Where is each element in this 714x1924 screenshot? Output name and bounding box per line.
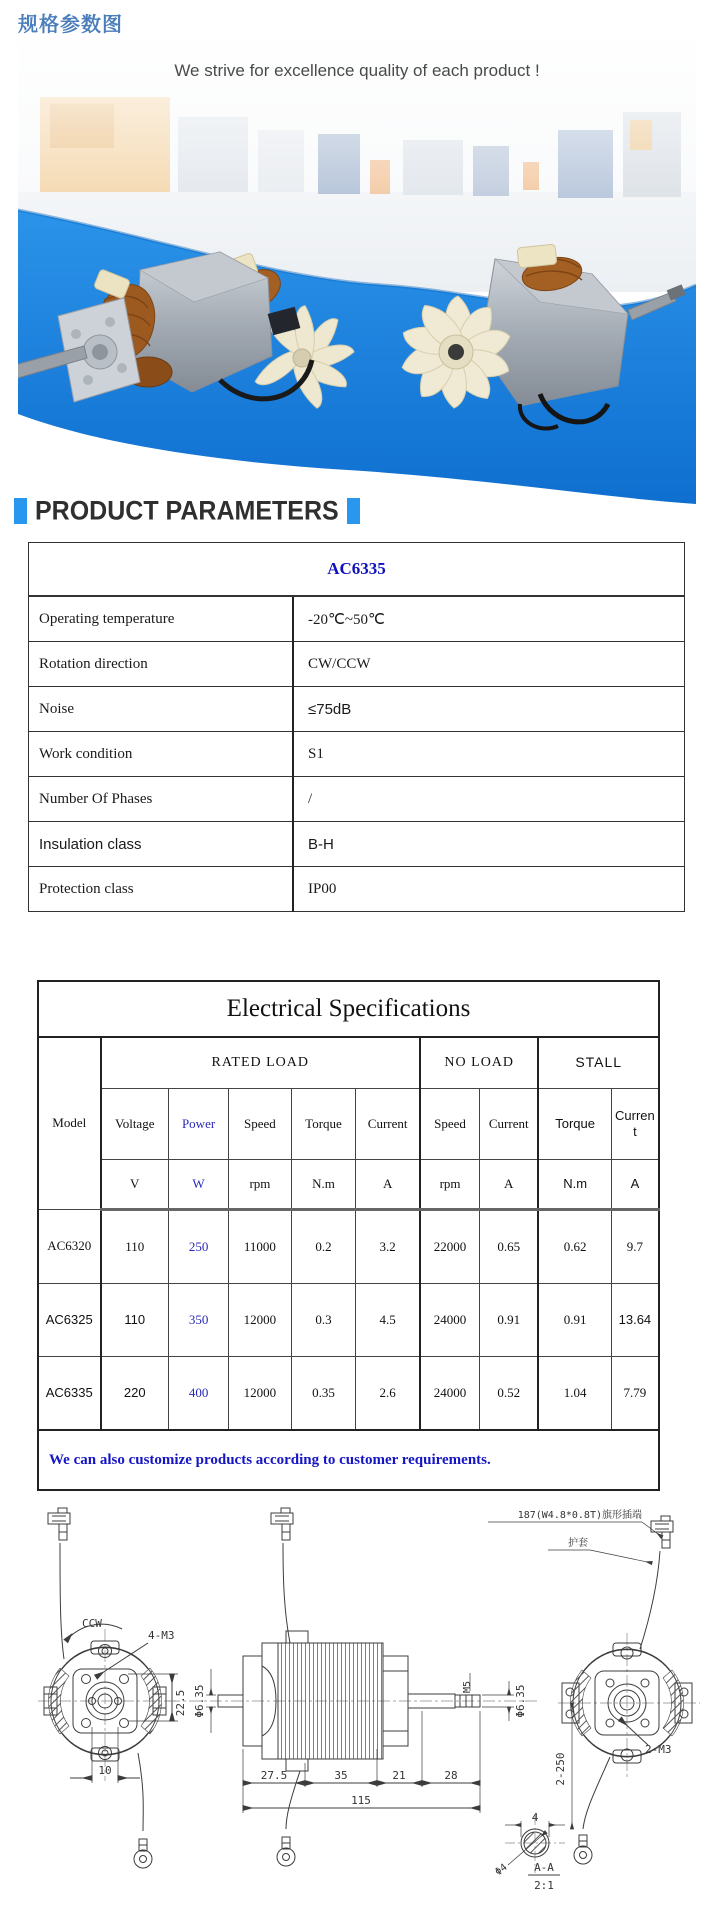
unit-cell: W [168, 1160, 228, 1210]
table-row [38, 1160, 659, 1210]
value-cell: 0.91 [480, 1284, 539, 1357]
table-row [38, 1430, 659, 1490]
m5-label: M5 [462, 1680, 473, 1694]
value-cell: 24000 [420, 1284, 480, 1357]
unit-cell: V [101, 1160, 169, 1210]
param-value: CW/CCW [293, 642, 685, 687]
page-title: 规格参数图 [18, 14, 123, 36]
group-header-no-load: NO LOAD [420, 1037, 538, 1089]
value-cell: 11000 [229, 1210, 292, 1284]
value-cell: 350 [168, 1284, 228, 1357]
param-value: / [293, 777, 685, 822]
technical-drawing [0, 1491, 714, 1924]
value-cell: 1.04 [538, 1357, 611, 1431]
col-header: Speed [229, 1089, 292, 1160]
value-cell: 0.62 [538, 1210, 611, 1284]
table-row [29, 596, 685, 642]
value-cell: 12000 [229, 1357, 292, 1431]
unit-cell: N.m [538, 1160, 611, 1210]
param-label: Operating temperature [29, 596, 294, 642]
unit-cell: rpm [229, 1160, 292, 1210]
terminal-label: 187(W4.8*0.8T)旗形插端 [517, 1510, 642, 1521]
model-cell: AC6320 [38, 1210, 101, 1284]
dim-10: 10 [98, 1764, 112, 1777]
spec-table-title: Electrical Specifications [38, 981, 659, 1037]
model-cell: AC6335 [38, 1357, 101, 1431]
col-header: Current [356, 1089, 420, 1160]
value-cell: 0.2 [291, 1210, 356, 1284]
four-m3-label: 4-M3 [148, 1629, 175, 1642]
unit-cell: A [480, 1160, 539, 1210]
param-value: ≤75dB [293, 687, 685, 732]
col-header: Speed [420, 1089, 480, 1160]
table-row [38, 1037, 659, 1089]
col-header: Torque [291, 1089, 356, 1160]
value-cell: 0.3 [291, 1284, 356, 1357]
sleeve-label: 护套 [568, 1538, 588, 1549]
table-row [38, 1284, 659, 1357]
section-title: PRODUCT PARAMETERS [35, 495, 339, 526]
param-value: S1 [293, 732, 685, 777]
section-name: A-A [534, 1861, 554, 1874]
spec-table-footer: We can also customize products according to customer requirements. [38, 1430, 659, 1490]
group-header-stall: STALL [538, 1037, 659, 1089]
table-row [38, 1357, 659, 1431]
param-table-title: AC6335 [29, 543, 685, 597]
dia-6-35-right: Φ6.35 [514, 1684, 527, 1718]
dia-6-35-left: Φ6.35 [193, 1684, 206, 1718]
table-row [29, 777, 685, 822]
product-banner [18, 42, 696, 510]
param-label: Rotation direction [29, 642, 294, 687]
group-header-rated-load: RATED LOAD [101, 1037, 421, 1089]
table-row [29, 642, 685, 687]
dim-115: 115 [351, 1794, 371, 1807]
col-header: Power [168, 1089, 228, 1160]
dim-35: 35 [334, 1769, 348, 1782]
banner-slogan: We strive for excellence quality of each product ! [174, 61, 540, 80]
dia-4-label: Φ4 [493, 1861, 510, 1879]
param-value: -20℃~50℃ [293, 596, 685, 642]
table-row [38, 1089, 659, 1160]
table-row [29, 732, 685, 777]
value-cell: 4.5 [356, 1284, 420, 1357]
banner-image [18, 42, 696, 510]
col-header: Voltage [101, 1089, 169, 1160]
dim-4: 4 [531, 1811, 539, 1824]
value-cell: 250 [168, 1210, 228, 1284]
dim-22-5: 22.5 [174, 1689, 187, 1717]
dim-21: 21 [392, 1769, 406, 1782]
value-cell: 2.6 [356, 1357, 420, 1431]
param-label: Number Of Phases [29, 777, 294, 822]
value-cell: 9.7 [611, 1210, 659, 1284]
value-cell: 0.91 [538, 1284, 611, 1357]
unit-cell: rpm [420, 1160, 480, 1210]
param-label: Protection class [29, 867, 294, 912]
value-cell: 22000 [420, 1210, 480, 1284]
value-cell: 110 [101, 1284, 169, 1357]
ccw-label: CCW [82, 1617, 102, 1630]
value-cell: 0.52 [480, 1357, 539, 1431]
param-label: Noise [29, 687, 294, 732]
value-cell: 7.79 [611, 1357, 659, 1431]
table-row [29, 822, 685, 867]
unit-cell: N.m [291, 1160, 356, 1210]
value-cell: 0.65 [480, 1210, 539, 1284]
param-label: Work condition [29, 732, 294, 777]
model-header: Model [38, 1037, 101, 1210]
param-table [28, 542, 685, 912]
electrical-spec-table [37, 980, 660, 1491]
unit-cell: A [356, 1160, 420, 1210]
value-cell: 3.2 [356, 1210, 420, 1284]
col-header: Current [611, 1089, 659, 1160]
value-cell: 110 [101, 1210, 169, 1284]
param-label: Insulation class [29, 822, 294, 867]
section-scale: 2:1 [534, 1879, 554, 1892]
param-value: IP00 [293, 867, 685, 912]
table-row [38, 981, 659, 1037]
value-cell: 12000 [229, 1284, 292, 1357]
dim-27-5: 27.5 [260, 1769, 288, 1782]
param-value: B-H [293, 822, 685, 867]
value-cell: 24000 [420, 1357, 480, 1431]
value-cell: 220 [101, 1357, 169, 1431]
table-row [29, 867, 685, 912]
model-cell: AC6325 [38, 1284, 101, 1357]
col-header: Current [480, 1089, 539, 1160]
col-header: Torque [538, 1089, 611, 1160]
table-row [29, 687, 685, 732]
unit-cell: A [611, 1160, 659, 1210]
table-row [29, 543, 685, 597]
value-cell: 400 [168, 1357, 228, 1431]
dim-2-250: 2-250 [554, 1752, 567, 1786]
value-cell: 0.35 [291, 1357, 356, 1431]
two-m3-label: 2-M3 [645, 1743, 672, 1756]
table-row [38, 1210, 659, 1284]
value-cell: 13.64 [611, 1284, 659, 1357]
dim-28: 28 [444, 1769, 458, 1782]
